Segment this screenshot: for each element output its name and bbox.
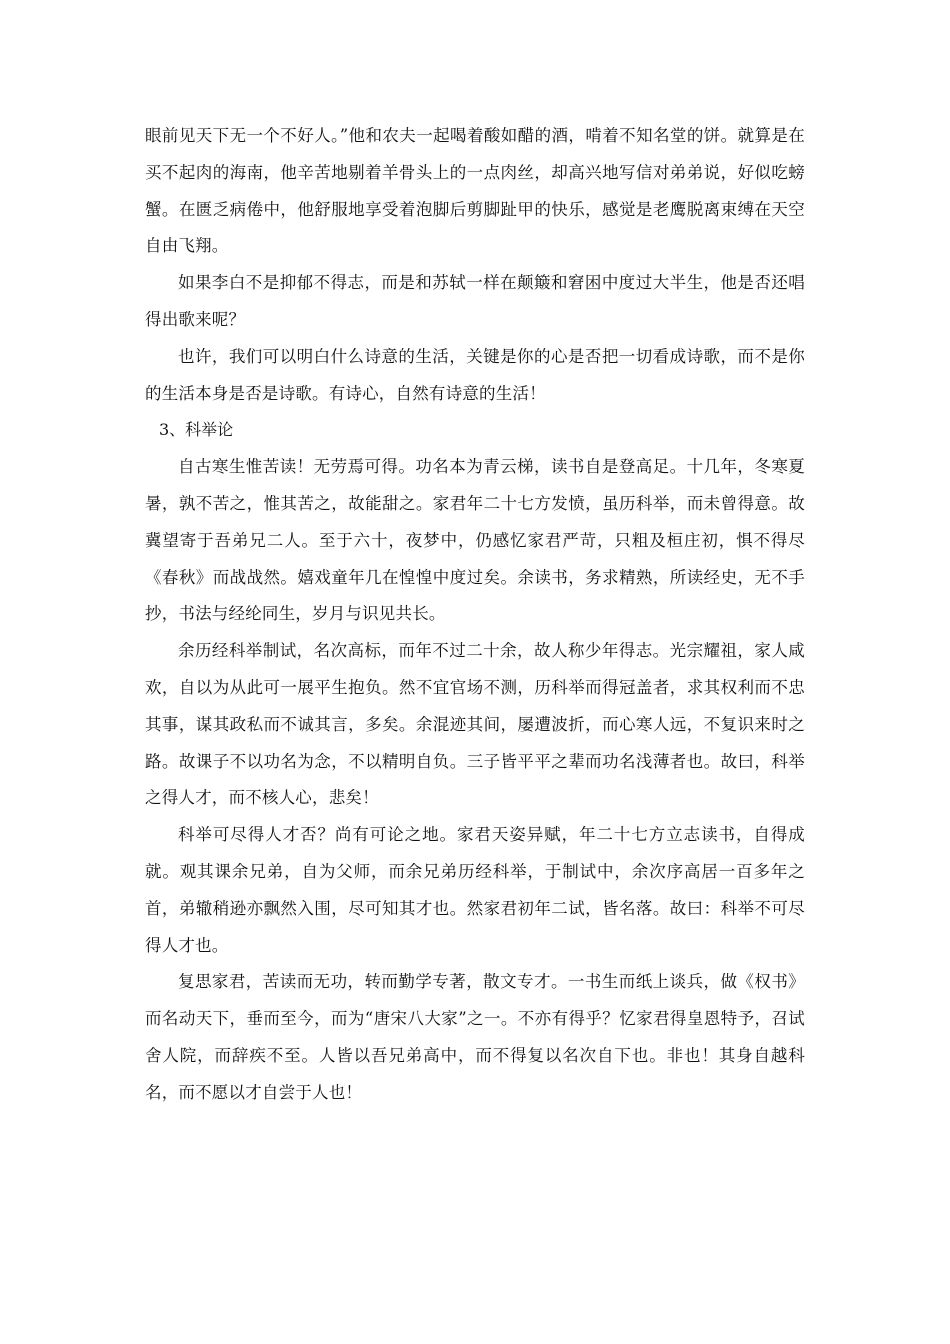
section-paragraph-2: 余历经科举制试，名次高标，而年不过二十余，故人称少年得志。光宗耀祖，家人咸欢，自以为从此可一展平生抱负。然不宜官场不测，历科举而得冠盖者，求其权利而不忠其事，谋其政私而不诚其言，多矣。余混迹其间，屡遭波折，而心寒人远，不复识来时之路。故课子不以功名为念，不以精明自负。三子皆平平之辈而功名浅薄者也。故曰，科举之得人才，而不核人心，悲矣！ [145,641,805,808]
paragraph-continued: 眼前见天下无一个不好人。”他和农夫一起喝着酸如醋的酒，啃着不知名堂的饼。就算是在买不起肉的海南，他辛苦地剔着羊骨头上的一点肉丝，却高兴地写信对弟弟说，好似吃螃蟹。在匮乏病倦中，他舒服地享受着泡脚后剪脚趾甲的快乐，感觉是老鹰脱离束缚在天空自由飞翔。 [145,126,805,256]
section-paragraph-1: 自古寒生惟苦读！无劳焉可得。功名本为青云梯，读书自是登高足。十几年，冬寒夏暑，孰不苦之，惟其苦之，故能甜之。家君年二十七方发愤，虽历科举，而未曾得意。故冀望寄于吾弟兄二人。至于六十，夜梦中，仍感忆家君严苛，只粗及桓庄初，惧不得尽《春秋》而战战然。嬉戏童年几在惶惶中度过矣。余读书，务求精熟，所读经史，无不手抄，书法与经纶同生，岁月与识见共长。 [145,457,805,624]
section-paragraph-4: 复思家君，苦读而无功，转而勤学专著，散文专才。一书生而纸上谈兵，做《权书》而名动天下，垂而至今，而为“唐宋八大家”之一。不亦有得乎？忆家君得皇恩特予，召试舍人院，而辞疾不至。人皆以吾兄弟高中，而不得复以名次自下也。非也！其身自越科名，而不愿以才自尝于人也！ [145,972,805,1102]
paragraph-li-bai: 如果李白不是抑郁不得志，而是和苏轼一样在颠簸和窘困中度过大半生，他是否还唱得出歌来呢？ [145,273,805,329]
section-heading: 3、科举论 [159,420,234,440]
section-paragraph-3: 科举可尽得人才否？尚有可论之地。家君天姿异赋，年二十七方立志读书，自得成就。观其课余兄弟，自为父师，而余兄弟历经科举，于制试中，余次序高居一百多年之首，弟辙稍逊亦飘然入围，尽可知其才也。然家君初年二试，皆名落。故曰：科举不可尽得人才也。 [145,825,805,955]
document-body [145,118,805,1112]
paragraph-poetic-life: 也许，我们可以明白什么诗意的生活，关键是你的心是否把一切看成诗歌，而不是你的生活本身是否是诗歌。有诗心，自然有诗意的生活！ [145,346,805,403]
